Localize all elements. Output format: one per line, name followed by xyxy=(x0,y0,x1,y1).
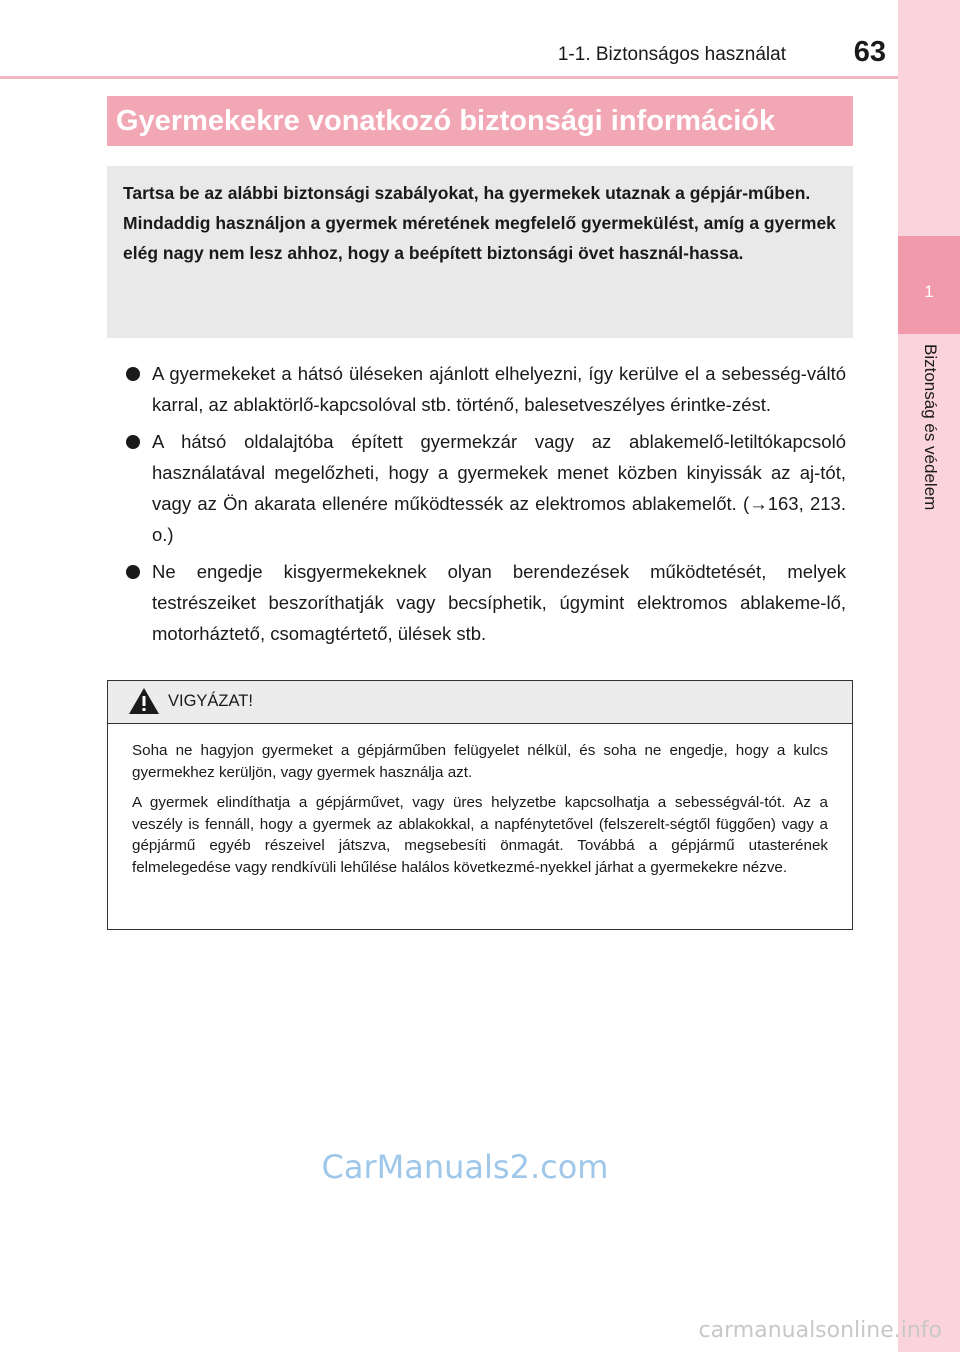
bullet-list xyxy=(124,358,846,655)
intro-paragraph: Tartsa be az alábbi biztonsági szabályokat, ha gyermekek utaznak a gépjár-műben. xyxy=(123,183,811,203)
intro-box xyxy=(107,166,853,338)
warning-triangle-icon xyxy=(128,686,160,716)
watermark: CarManuals2.com xyxy=(321,1148,609,1186)
chapter-label: Biztonság és védelem xyxy=(921,344,940,511)
warning-box xyxy=(107,680,853,930)
chapter-number: 1 xyxy=(924,282,934,301)
bullet-item xyxy=(124,556,846,649)
bullet-item xyxy=(124,426,846,550)
page-title: Gyermekekre vonatkozó biztonsági információk xyxy=(107,96,853,146)
bullet-text: Ne engedje kisgyermekeknek olyan berendezések működtetését, melyek testrészeiket beszoríthatják vagy becsíphetik, úgymint elektromos ablakeme-lő, motorháztető, csomagtértető, ülések stb. xyxy=(152,561,846,644)
intro-paragraph: Mindaddig használjon a gyermek méretének megfelelő gyermekülést, amíg a gyermek elég nagy nem lesz ahhoz, hogy a beépített biztonsági övet használ-hassa. xyxy=(123,213,836,263)
bullet-text: A hátsó oldalajtóba épített gyermekzár vagy az ablakemelő-letiltókapcsoló használatával megelőzheti, hogy a gyermekek menet közben kinyissák az aj-tót, vagy az Ön akarata ellenére működtessék az elektromos ablakemelőt. (→163, 213. o.) xyxy=(152,431,846,545)
bullet-dot-icon xyxy=(126,367,140,381)
warning-paragraph: A gyermek elindíthatja a gépjárművet, vagy üres helyzetbe kapcsolhatja a sebességvál-tót. Az a veszély is fennáll, hogy a gyermek az ablakokkal, a napfénytetővel (felszerelt-ségtől függően) vagy a gépjármű egyéb részeivel játszva, megsebesíti önmagát. Továbbá a gépjármű utasterének felmelegedése vagy rendkívüli lehűlése halálos következmé-nyekkel járhat a gyermekekre nézve. xyxy=(132,794,828,876)
warning-title: VIGYÁZAT! xyxy=(168,692,253,710)
bullet-text: A gyermekeket a hátsó üléseken ajánlott elhelyezni, így kerülve el a sebesség-váltó karral, az ablaktörlő-kapcsolóval stb. történő, balesetveszélyes érintke-zést. xyxy=(152,363,846,415)
bullet-item xyxy=(124,358,846,420)
footer-logo: carmanualsonline.info xyxy=(698,1318,942,1343)
warning-body xyxy=(108,724,852,878)
bullet-dot-icon xyxy=(126,565,140,579)
section-title: 1-1. Biztonságos használat xyxy=(557,44,786,65)
chapter-side-tab xyxy=(898,0,960,1352)
page-number: 63 xyxy=(853,36,886,68)
warning-paragraph: Soha ne hagyjon gyermeket a gépjárműben felügyelet nélkül, és soha ne engedje, hogy a kulcs gyermekhez kerüljön, vagy gyermek használja azt. xyxy=(132,742,828,781)
warning-header xyxy=(108,681,852,724)
header-rule xyxy=(0,76,898,79)
bullet-dot-icon xyxy=(126,435,140,449)
